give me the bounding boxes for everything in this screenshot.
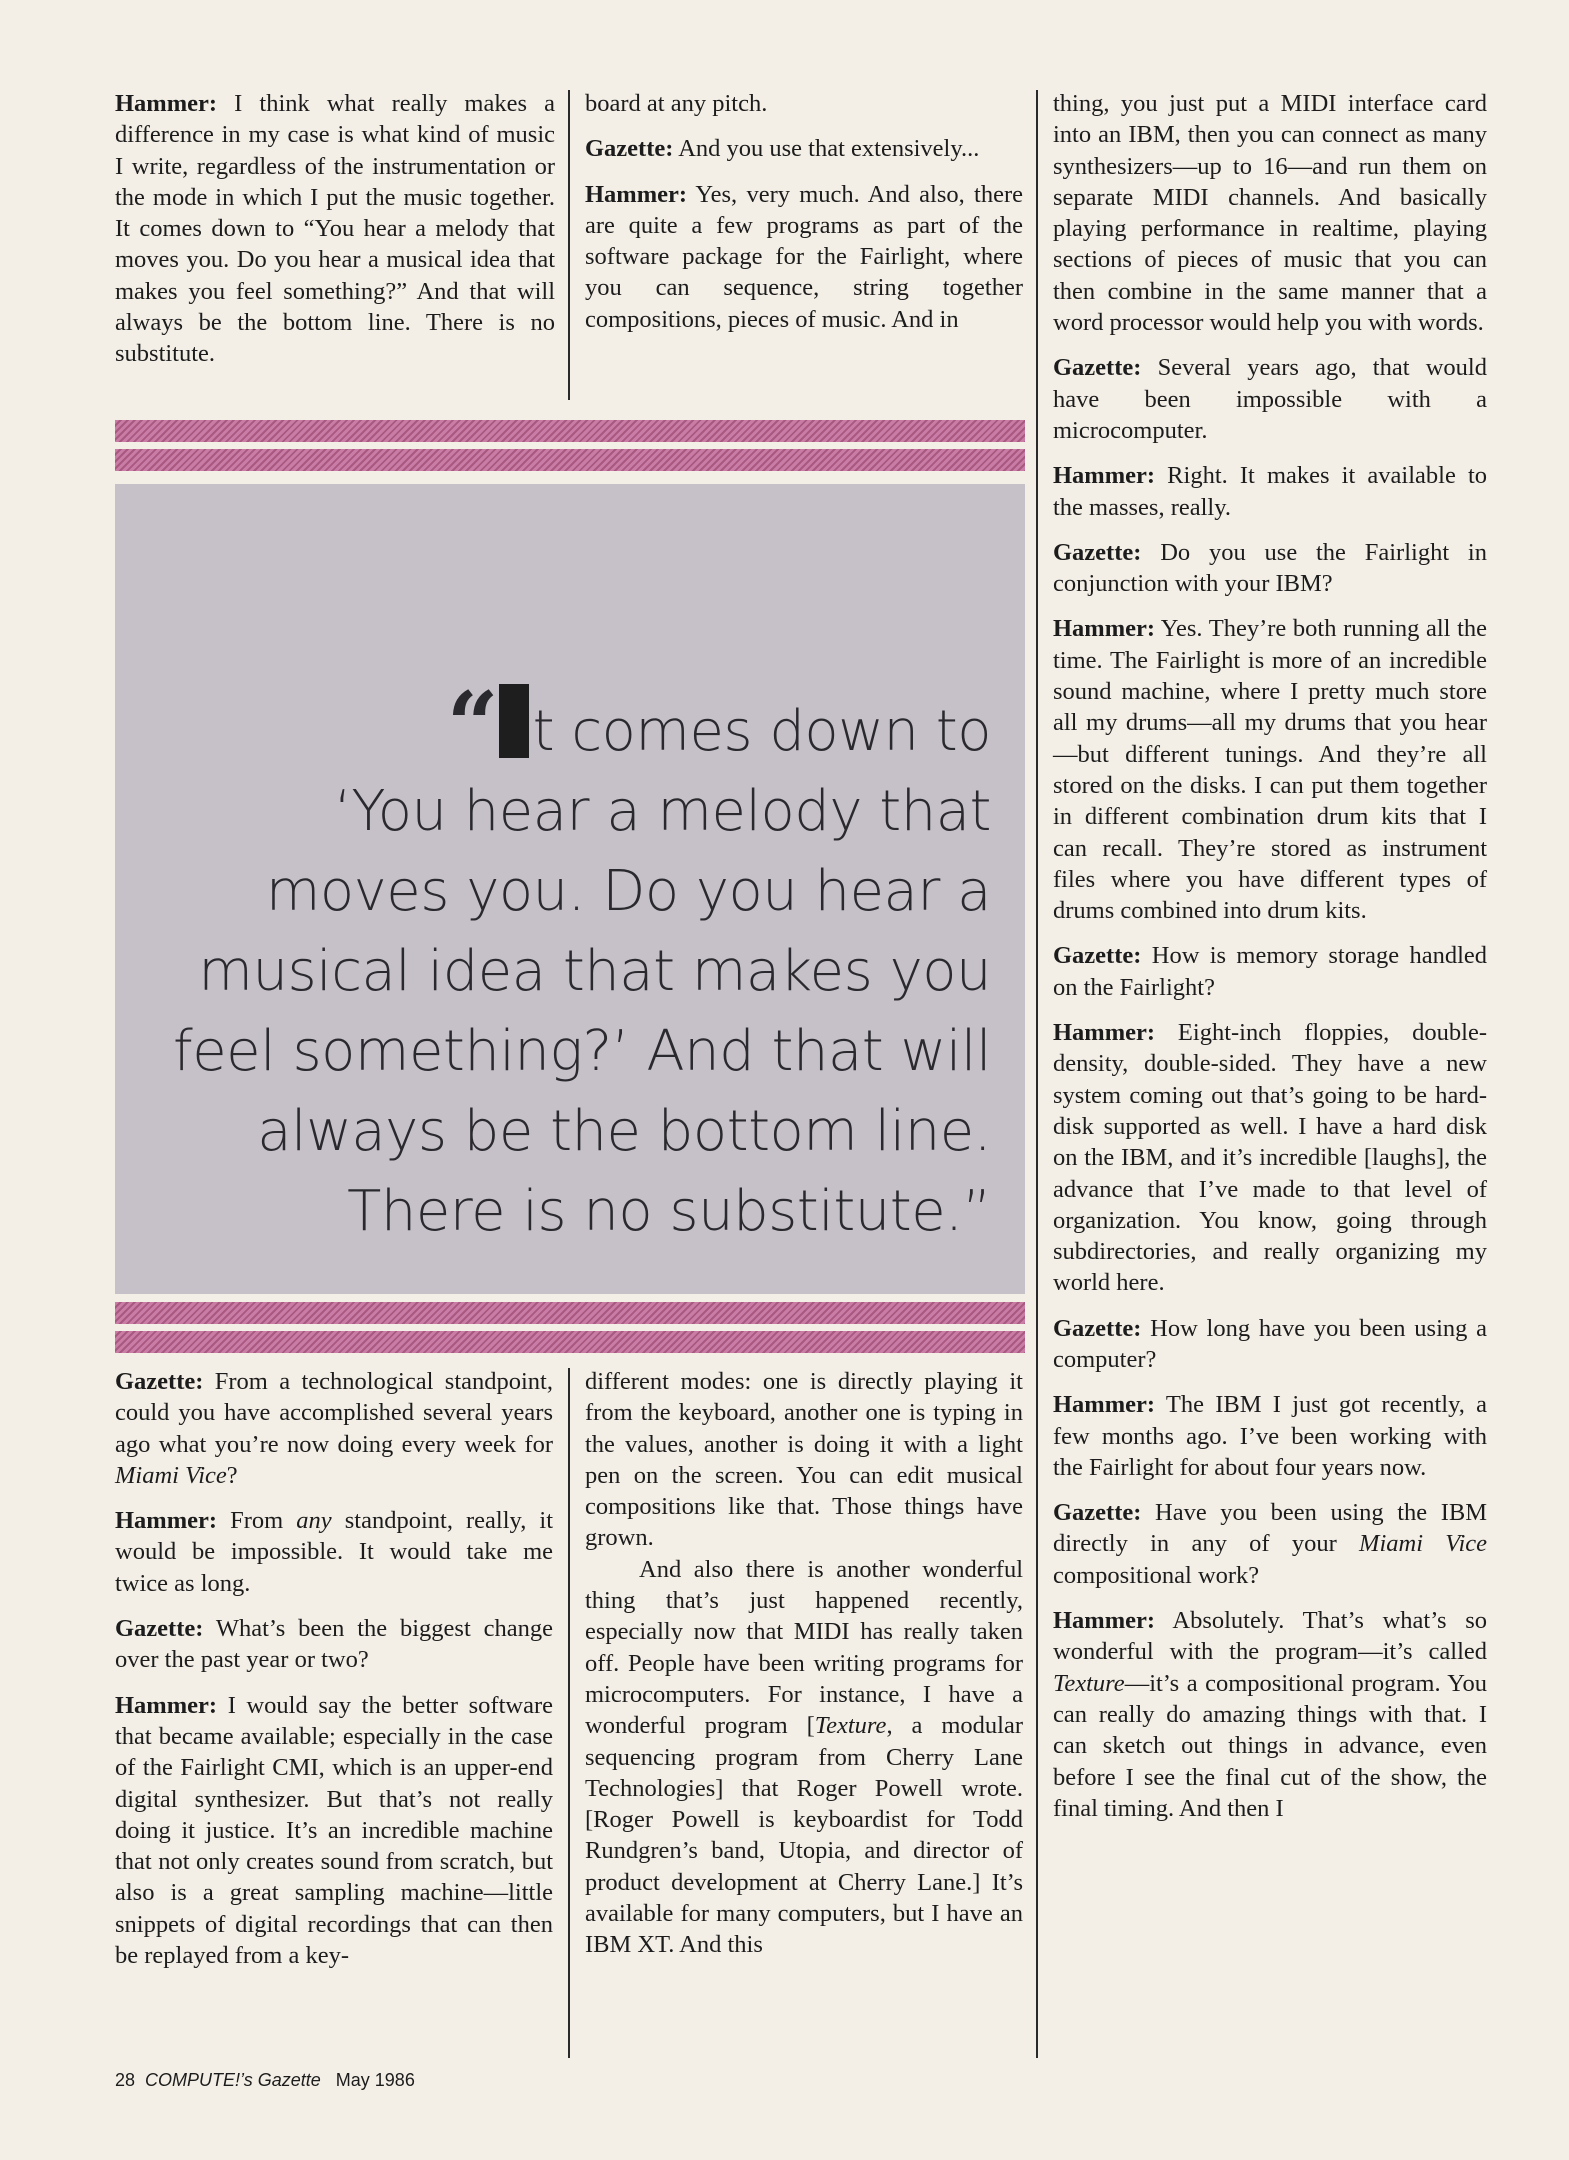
- speaker-label: Gazette:: [1053, 942, 1142, 970]
- speaker-label: Hammer:: [115, 1507, 218, 1535]
- speaker-label: Gazette:: [115, 1615, 204, 1643]
- paragraph-text: standpoint, really, it would be impossible. It would take me twice as long.: [115, 1507, 554, 1597]
- pull-quote: [131, 672, 991, 1252]
- paragraph: [115, 88, 555, 370]
- paragraph-text: Do you use the Fairlight in conjunction with your IBM?: [1053, 538, 1487, 598]
- speaker-label: Hammer:: [1053, 1607, 1156, 1635]
- paragraph: [585, 133, 1023, 164]
- paragraph: [1053, 1605, 1487, 1824]
- speaker-label: Hammer:: [115, 90, 218, 117]
- open-quote-mark: “: [446, 672, 489, 778]
- paragraph: [115, 1505, 553, 1599]
- magazine-title: COMPUTE!’s Gazette: [145, 2070, 321, 2090]
- show-title: Miami Vice: [115, 1461, 227, 1489]
- speaker-label: Gazette:: [1053, 354, 1142, 382]
- pull-quote-line: musical idea that makes you: [198, 939, 991, 1004]
- issue-date: May 1986: [335, 2070, 415, 2090]
- paragraph-text: What’s been the biggest change over the past year or two?: [115, 1615, 553, 1674]
- paragraph: [1053, 460, 1487, 523]
- paragraph-text: different modes: one is directly playing it from the keyboard, another one is typing in the values, another is doing it with a light pen on the screen. You can edit musical compositions like that. Those things have grown.: [585, 1368, 1023, 1552]
- speaker-label: Hammer:: [1053, 615, 1156, 643]
- speaker-label: Hammer:: [585, 180, 688, 208]
- speaker-label: Gazette:: [1053, 1499, 1142, 1527]
- program-title: Texture: [814, 1712, 887, 1740]
- speaker-label: Hammer:: [1053, 1019, 1156, 1047]
- emphasis: any: [296, 1507, 332, 1535]
- paragraph-text: From a technological standpoint, could you have accomplished several years ago what you’re now doing every week for: [115, 1368, 553, 1458]
- speaker-label: Hammer:: [1053, 462, 1156, 490]
- decorative-band: [115, 449, 1025, 471]
- paragraph: [115, 1690, 553, 1972]
- paragraph-text: Absolutely. That’s what’s so wonderful with the program—it’s called: [1053, 1607, 1487, 1666]
- paragraph-text: Eight-inch floppies, double-density, double-sided. They have a new system coming out that’s going to be hard-disk supported as well. I have a hard disk on the IBM, and it’s incredible [laughs], the advance that I’ve made to that level of organization. You know, going through subdirectories, and really organizing my world here.: [1053, 1019, 1487, 1297]
- drop-initial: [499, 684, 529, 758]
- paragraph-text: Yes, very much. And also, there are quite a few programs as part of the software package for the Fairlight, where you can sequence, string together compositions, pieces of music. And in: [585, 180, 1023, 333]
- decorative-band: [115, 1302, 1025, 1324]
- pull-quote-line-text: t comes down to: [532, 699, 991, 764]
- paragraph: [585, 179, 1023, 335]
- page-number: 28: [115, 2070, 136, 2090]
- paragraph: [1053, 613, 1487, 926]
- program-title: Texture: [1053, 1669, 1125, 1697]
- paragraph-text: compositional work?: [1053, 1561, 1260, 1589]
- paragraph: [1053, 537, 1487, 600]
- speaker-label: Gazette:: [1053, 538, 1142, 566]
- paragraph-text: Several years ago, that would have been impossible with a microcomputer.: [1053, 354, 1487, 444]
- paragraph: [1053, 352, 1487, 446]
- column-1-top: [115, 88, 555, 370]
- paragraph-text: Have you been using the IBM directly in any of your: [1053, 1499, 1488, 1558]
- pull-quote-line: There is no substitute.”: [347, 1179, 991, 1244]
- page-footer: [115, 2070, 415, 2091]
- paragraph-text: board at any pitch.: [585, 90, 768, 117]
- paragraph: [115, 1613, 553, 1676]
- speaker-label: Hammer:: [115, 1691, 218, 1719]
- speaker-label: Hammer:: [1053, 1391, 1156, 1419]
- paragraph: [1053, 940, 1487, 1003]
- pull-quote-box: [115, 484, 1025, 1294]
- paragraph: [115, 1366, 553, 1491]
- column-2-top: [585, 88, 1023, 335]
- paragraph-text: Yes. They’re both running all the time. The Fairlight is more of an incredible sound machine, where I pretty much store all my drums—all my drums that you hear—but different tunings. And they’re all stored on the disks. I can put them together in different combination drum kits that I can recall. They’re stored as instrument files where you have different types of drums combined into drum kits.: [1053, 615, 1488, 925]
- paragraph: [1053, 1017, 1487, 1299]
- paragraph-text: —it’s a compositional program. You can really do amazing things with that. I can sketch out things in advance, even before I see the final cut of the show, the final timing. And then I: [1053, 1669, 1487, 1822]
- pull-quote-line: always be the bottom line.: [257, 1099, 991, 1164]
- paragraph-text: Right. It makes it available to the masses, really.: [1053, 462, 1487, 521]
- paragraph-text: thing, you just put a MIDI interface card into an IBM, then you can connect as many synthesizers—up to 16—and run them on separate MIDI channels. And basically playing performance in realtime, playing sections of pieces of music that you can then combine in the same manner that a word processor would help you with words.: [1053, 90, 1487, 337]
- decorative-band: [115, 420, 1025, 442]
- column-divider: [568, 90, 570, 400]
- column-1-bottom: [115, 1366, 553, 1971]
- column-divider: [1036, 90, 1038, 2058]
- decorative-band: [115, 1331, 1025, 1353]
- paragraph-text: How long have you been using a computer?: [1053, 1314, 1488, 1373]
- column-3: [1053, 88, 1487, 1824]
- speaker-label: Gazette:: [585, 135, 674, 163]
- paragraph: [1053, 1497, 1487, 1591]
- paragraph-text: , a modular sequencing program from Cherry Lane Technologies] that Roger Powell wrote. [Roger Powell is keyboardist for Todd Rundgren’s band, Utopia, and director of product development at Cherry Lane.] It’s available for many computers, but I have an IBM XT. And this: [585, 1712, 1023, 1959]
- paragraph-text: The IBM I just got recently, a few months ago. I’ve been working with the Fairlight for about four years now.: [1053, 1391, 1487, 1481]
- paragraph: [1053, 1313, 1487, 1376]
- show-title: Miami Vice: [1359, 1530, 1488, 1558]
- paragraph: [585, 1366, 1023, 1554]
- speaker-label: Gazette:: [1053, 1314, 1142, 1342]
- paragraph: [1053, 1389, 1487, 1483]
- paragraph-text: And you use that extensively...: [678, 135, 980, 163]
- paragraph-text: I think what really makes a difference in my case is what kind of music I write, regardless of the instrumentation or the mode in which I put the music together. It comes down to “You hear a melody that moves you. Do you hear a musical idea that makes you feel something?” And that will always be the bottom line. There is no substitute.: [115, 90, 555, 368]
- paragraph-text: How is memory storage handled on the Fairlight?: [1053, 942, 1488, 1001]
- pull-quote-line: feel something?’ And that will: [173, 1019, 991, 1084]
- paragraph: [1053, 88, 1487, 338]
- pull-quote-line: moves you. Do you hear a: [265, 859, 991, 924]
- paragraph-text: I would say the better software that became available; especially in the case of the Fairlight CMI, which is an upper-end digital synthesizer. But that’s not really doing it justice. It’s an incredible machine that not only creates sound from scratch, but also is a great sampling machine—little snippets of digital recordings that can then be replayed from a key-: [115, 1691, 553, 1970]
- punctuation: ?: [226, 1461, 238, 1489]
- column-divider: [568, 1368, 570, 2058]
- paragraph: [585, 88, 1023, 119]
- pull-quote-line: [131, 672, 991, 778]
- paragraph-text: And also there is another wonderful thing that’s just happened recently, especially now that MIDI has really taken off. People have been writing programs for microcomputers. For instance, I have a wonderful program [: [585, 1555, 1023, 1740]
- paragraph-text: From: [230, 1507, 284, 1535]
- pull-quote-line: ‘You hear a melody that: [334, 779, 991, 844]
- paragraph: [585, 1554, 1023, 1961]
- speaker-label: Gazette:: [115, 1368, 204, 1395]
- column-2-bottom: [585, 1366, 1023, 1961]
